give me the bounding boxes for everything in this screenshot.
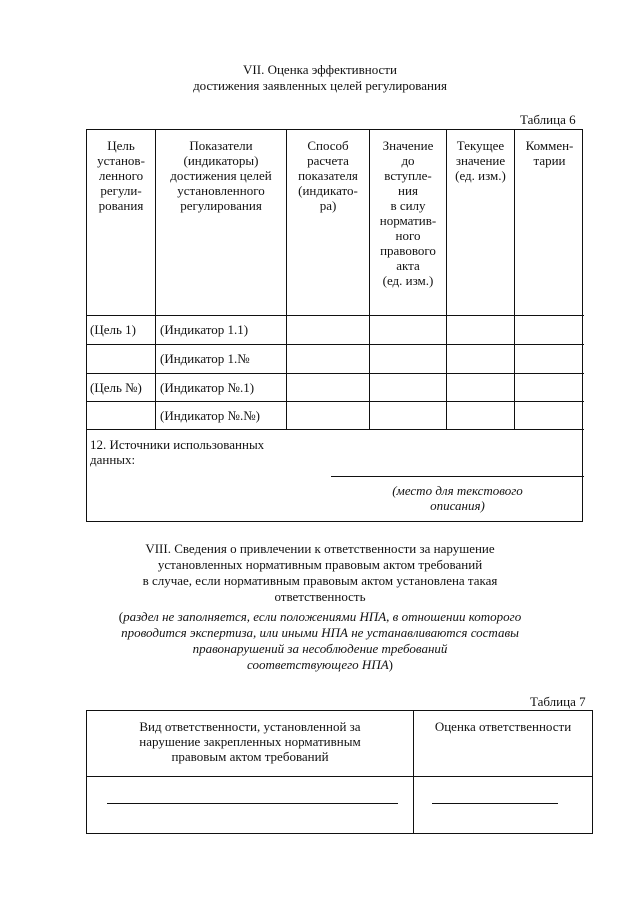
table7-caption: Таблица 7 [530,694,586,709]
section8-title-line3: в случае, если нормативным правовым актом установлена такая [142,573,498,588]
row2-indicator: (Индикатор 1.№ [160,351,250,366]
sources-fill-line [331,476,584,477]
header-comments: Коммен- тарии [525,138,574,168]
sources-label-line1: 12. Источники использованных [90,437,265,452]
section8-title-line1: VIII. Сведения о привлечении к ответственности за нарушение [145,541,495,556]
section8-note-line3: правонарушений за несоблюдение требований [192,641,448,656]
row1-indicator: (Индикатор 1.1) [160,322,249,337]
sources-placeholder: (место для текстового описания) [392,483,523,513]
table7-header-liability-assessment: Оценка ответственности [434,719,572,734]
row3-indicator: (Индикатор №.1) [160,380,255,395]
table7-fill-line-2 [432,803,558,804]
section8-note-line1: (раздел не заполняется, если положениями НПА, в отношении которого [118,609,522,624]
table6 [86,129,583,522]
section7-title-line1: VII. Оценка эффективности [243,62,397,77]
table7 [86,710,593,834]
sources-label-line2: данных: [90,452,136,467]
table7-header-liability-type: Вид ответственности, установленной за нарушение закрепленных нормативным правовым актом требований [139,719,361,764]
header-calc-method: Способ расчета показателя (индикато- ра) [298,138,358,213]
header-indicators: Показатели (индикаторы) достижения целей установленного регулирования [170,138,272,213]
header-goal: Цель установ- ленного регули- рования [97,138,145,213]
row1-goal: (Цель 1) [90,322,136,337]
section8-note-line2: проводится экспертиза, или иными НПА не устанавливаются составы [121,625,519,640]
section8-note-line4: соответствующего НПА) [247,657,393,672]
table7-fill-line-1 [107,803,398,804]
header-current-value: Текущее значение (ед. изм.) [455,138,506,183]
section7-title-line2: достижения заявленных целей регулирования [193,78,447,93]
header-value-before: Значение до вступле- ния в силу норматив- ного правового акта (ед. изм.) [379,138,437,288]
row4-indicator: (Индикатор №.№) [160,408,260,423]
row3-goal: (Цель №) [90,380,142,395]
section8-title-line2: установленных нормативным правовым актом требований [157,557,483,572]
table6-caption: Таблица 6 [520,112,576,127]
section8-title-line4: ответственность [274,589,366,604]
